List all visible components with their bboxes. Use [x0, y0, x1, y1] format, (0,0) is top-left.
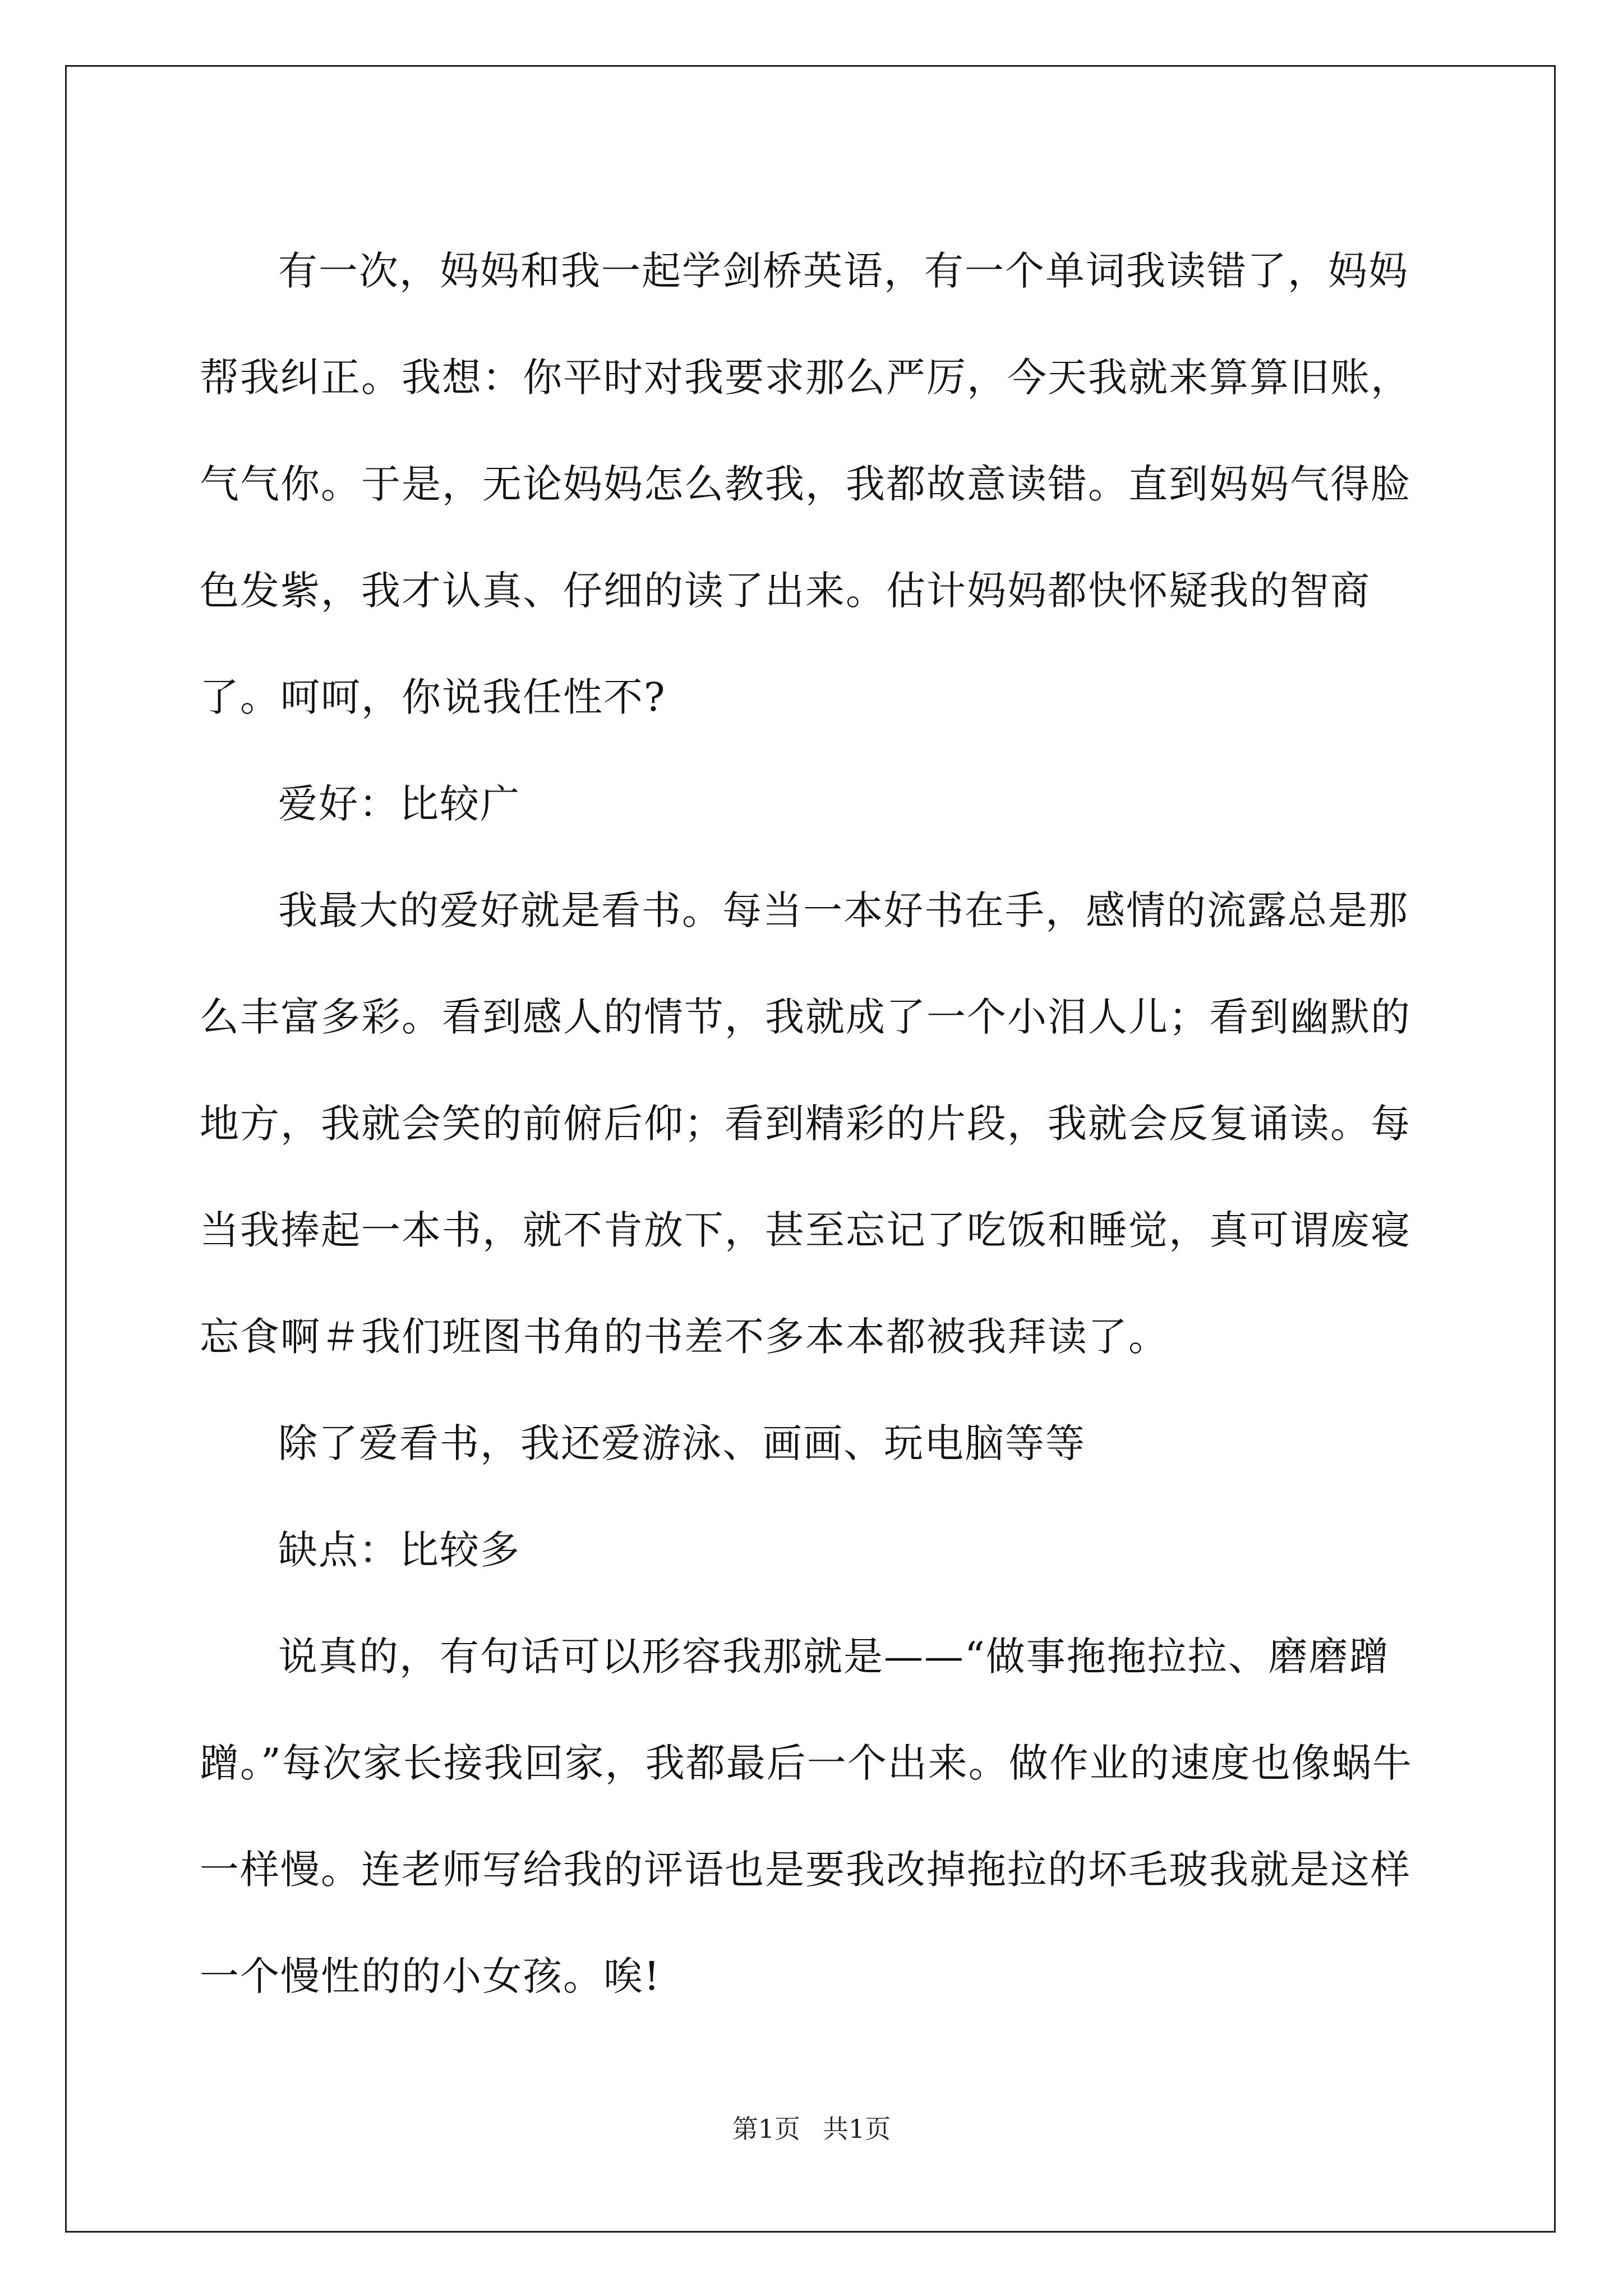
paragraph-hobby-heading: 爱好：比较广 [278, 781, 520, 827]
paragraph-hobby-reading: 我最大的爱好就是看书。每当一本好书在手，感情的流露总是那么丰富多彩。看到感人的情节，我就成了一个小泪人儿；看到幽默的地方，我就会笑的前俯后仰；看到精彩的片段，我就会反复诵读。每当我捧起一本书，就不肯放下，甚至忘记了吃饭和睡觉，真可谓废寝忘食啊＃我们班图书角的书差不多本本都被我拜读了。 [200, 887, 1411, 1360]
paragraph-shortcomings: 说真的，有句话可以形容我那就是——“做事拖拖拉拉、磨磨蹭蹭。”每次家长接我回家，我都最后一个出来。做作业的速度也像蜗牛一样慢。连老师写给我的评语也是要我改掉拖拉的坏毛玻我就是这样一个慢性的的小女孩。唉! [200, 1634, 1413, 1999]
page-number-current: 第1页 [732, 2114, 800, 2144]
paragraph-story: 有一次，妈妈和我一起学剑桥英语，有一个单词我读错了，妈妈帮我纠正。我想：你平时对我要求那么严厉，今天我就来算算旧账，气气你。于是，无论妈妈怎么教我，我都故意读错。直到妈妈气得脸色发紫，我才认真、仔细的读了出来。估计妈妈都快怀疑我的智商了。呵呵，你说我任性不? [200, 248, 1411, 720]
page-footer [0, 2112, 1623, 2146]
page-number-total: 共1页 [823, 2114, 891, 2144]
paragraph-other-hobbies: 除了爱看书，我还爱游泳、画画、玩电脑等等 [278, 1420, 1086, 1466]
document-body [200, 218, 1439, 2030]
paragraph-shortcomings-heading: 缺点：比较多 [278, 1527, 520, 1573]
